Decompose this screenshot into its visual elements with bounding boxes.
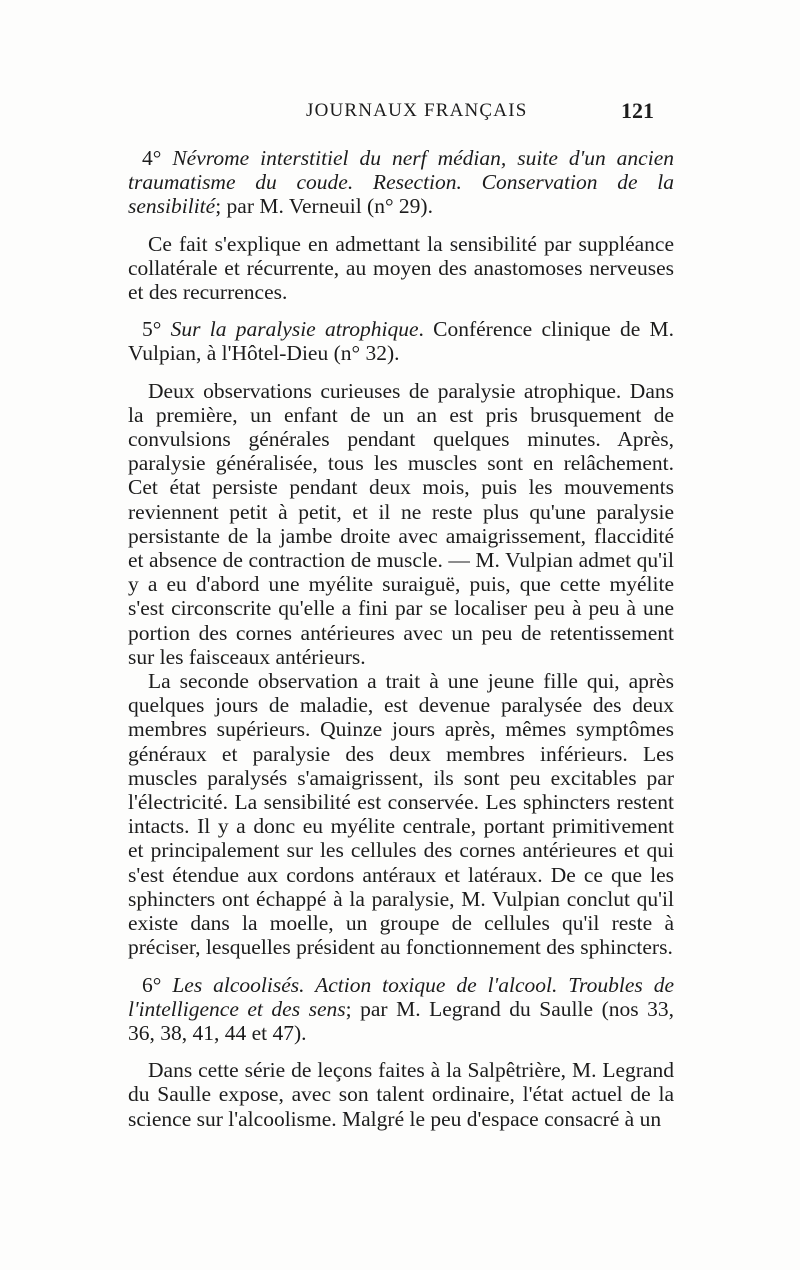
- running-title: JOURNAUX FRANÇAIS: [306, 100, 528, 121]
- paragraph-2: Deux observations curieuses de paralysie atrophique. Dans la première, un enfant de un an est pris brusquement de convulsions générales pendant quelques minutes. Après, paralysie généralisée, tous les muscles sont en relâchement. Cet état persiste pendant deux mois, puis les mouvements reviennent petit à petit, et il ne reste plus qu'une paralysie persistante de la jambe droite avec amaigrissement, flaccidité et absence de contraction de muscle. — M. Vulpian admet qu'il y a eu d'abord une myélite suraiguë, puis, que cette myélite s'est circonscrite qu'elle a fini par se localiser peu à peu à une portion des cornes antérieures avec un peu de retentissement sur les faisceaux antérieurs.: [128, 378, 674, 669]
- item-5: [128, 317, 674, 365]
- item-4: [128, 146, 674, 219]
- item-5-title: Sur la paralysie atrophique: [170, 317, 419, 342]
- item-5-rest: . Conférence clinique de M. Vulpian, à l'Hôtel-Dieu (n° 32).: [128, 317, 674, 366]
- page-header: [0, 100, 800, 128]
- paragraph-1: Ce fait s'explique en admettant la sensibilité par suppléance collatérale et récurrente, au moyen des anastomoses nerveuses et des recurrences.: [128, 231, 674, 305]
- item-4-rest: ; par M. Verneuil (n° 29).: [215, 194, 433, 219]
- item-6-rest: ; par M. Legrand du Saulle (nos 33, 36, 38, 41, 44 et 47).: [128, 996, 675, 1045]
- item-6: [128, 973, 674, 1046]
- item-4-title: Névrome interstitiel du nerf médian, suite d'un ancien traumatisme du coude. Resection. Conservation de la sensibilité: [128, 146, 674, 219]
- item-6-title: Les alcoolisés. Action toxique de l'alcool. Troubles de l'intelligence et des sens: [128, 972, 675, 1021]
- item-5-number: 5°: [142, 317, 162, 342]
- item-4-number: 4°: [142, 146, 162, 170]
- item-6-number: 6°: [142, 972, 162, 997]
- page-body: [128, 146, 674, 1131]
- page-number: 121: [621, 98, 654, 123]
- paragraph-4: Dans cette série de leçons faites à la Salpêtrière, M. Legrand du Saulle expose, avec son talent ordinaire, l'état actuel de la science sur l'alcoolisme. Malgré le peu d'espace consacré à un: [128, 1058, 674, 1131]
- paragraph-3: La seconde observation a trait à une jeune fille qui, après quelques jours de maladie, est devenue paralysée des deux membres supérieurs. Quinze jours après, mêmes symptômes généraux et paralysie des deux membres inférieurs. Les muscles paralysés s'amaigrissent, ils sont peu excitables par l'électricité. La sensibilité est conservée. Les sphincters restent intacts. Il y a donc eu myélite centrale, portant primitivement et principalement sur les cellules des cornes antérieures et qui s'est étendue aux cordons antéraux et latéraux. De ce que les sphincters ont échappé à la paralysie, M. Vulpian conclut qu'il existe dans la moelle, un groupe de cellules qu'il reste à préciser, lesquelles président au fonctionnement des sphincters.: [128, 669, 674, 960]
